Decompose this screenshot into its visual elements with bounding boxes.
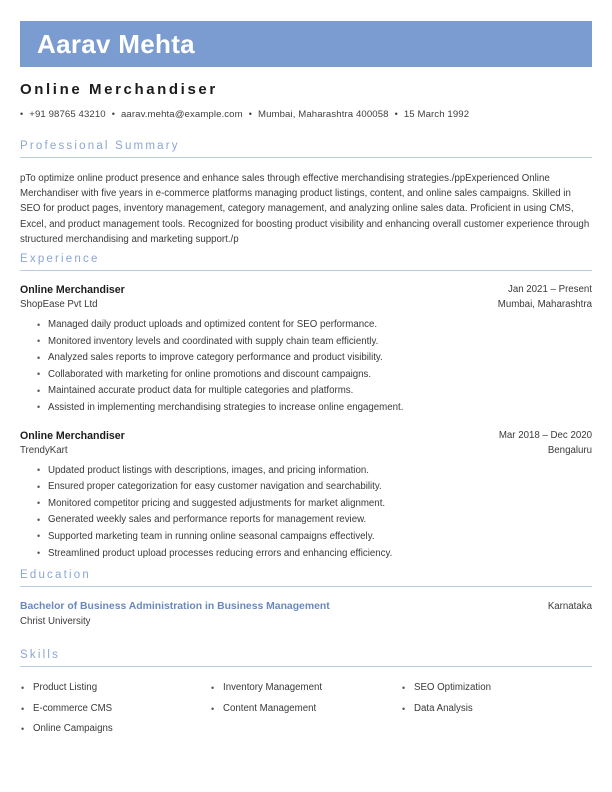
contact-email-value: aarav.mehta@example.com xyxy=(121,109,243,120)
experience-job-title: Online Merchandiser xyxy=(20,429,125,442)
contact-phone xyxy=(20,109,106,120)
skills-column-2 xyxy=(210,678,401,740)
list-item: • Content Management xyxy=(210,699,401,720)
experience-entry-header xyxy=(20,429,592,458)
list-item: • Ensured proper categorization for easy customer navigation and searchability. xyxy=(20,479,592,496)
section-skills xyxy=(20,649,592,740)
experience-bullet-list xyxy=(20,463,592,563)
list-item: • Managed daily product uploads and optimized content for SEO performance. xyxy=(20,317,592,334)
list-item: • Online Campaigns xyxy=(20,719,210,740)
contact-address-value: Mumbai, Maharashtra 400058 xyxy=(257,109,389,120)
contact-email xyxy=(112,109,243,120)
experience-date-range: Mar 2018 – Dec 2020 xyxy=(498,429,592,441)
education-school: Christ University xyxy=(20,616,91,627)
bullet-dot-icon: • xyxy=(20,109,24,120)
candidate-role: Online Merchandiser xyxy=(20,81,218,98)
section-education xyxy=(20,569,592,629)
experience-location: Bengaluru xyxy=(547,444,592,456)
list-item: • E-commerce CMS xyxy=(20,699,210,720)
bullet-dot-icon: • xyxy=(111,109,115,120)
list-item: • Maintained accurate product data for multiple categories and platforms. xyxy=(20,383,592,400)
list-item: • Collaborated with marketing for online promotions and discount campaigns. xyxy=(20,367,592,384)
list-item: • Data Analysis xyxy=(401,699,592,720)
contact-address xyxy=(249,109,389,120)
contact-birthdate-value: 15 March 1992 xyxy=(403,109,470,120)
list-item: • Streamlined product upload processes reducing errors and enhancing efficiency. xyxy=(20,546,592,563)
candidate-name: Aarav Mehta xyxy=(37,29,195,59)
skills-column-1 xyxy=(20,678,210,740)
contact-birthdate xyxy=(395,109,470,120)
contact-line xyxy=(20,109,469,120)
list-item: • Assisted in implementing merchandising strategies to increase online engagement. xyxy=(20,400,592,417)
name-banner xyxy=(20,21,592,67)
education-region: Karnataka xyxy=(547,601,592,612)
skills-column-3 xyxy=(401,678,592,740)
experience-entry-header xyxy=(20,283,592,312)
list-item: • Analyzed sales reports to improve category performance and product visibility. xyxy=(20,350,592,367)
section-experience xyxy=(20,253,592,562)
experience-company: TrendyKart xyxy=(20,444,68,456)
education-entry xyxy=(20,600,592,629)
list-item: • Generated weekly sales and performance reports for management review. xyxy=(20,512,592,529)
experience-entry-left xyxy=(20,429,485,458)
list-item: • Updated product listings with descriptions, images, and pricing information. xyxy=(20,463,592,480)
section-professional-summary xyxy=(20,140,592,247)
list-item: • Product Listing xyxy=(20,678,210,699)
section-title-summary: Professional Summary xyxy=(20,140,180,152)
section-divider xyxy=(20,586,592,587)
experience-entry-right xyxy=(484,283,592,312)
section-title-skills: Skills xyxy=(20,649,61,661)
section-divider xyxy=(20,157,592,158)
bullet-dot-icon: • xyxy=(248,109,252,120)
list-item: • Supported marketing team in running online seasonal campaigns effectively. xyxy=(20,529,592,546)
experience-date-range: Jan 2021 – Present xyxy=(507,284,592,295)
section-divider xyxy=(20,270,592,271)
experience-entry-left xyxy=(20,283,484,312)
experience-entry xyxy=(20,283,592,417)
bullet-dot-icon: • xyxy=(394,109,398,120)
section-divider xyxy=(20,666,592,667)
list-item: • SEO Optimization xyxy=(401,678,592,699)
contact-phone-value: +91 98765 43210 xyxy=(29,109,106,120)
section-title-education: Education xyxy=(20,569,91,581)
skills-grid xyxy=(20,678,592,740)
list-item: • Inventory Management xyxy=(210,678,401,699)
list-item: • Monitored competitor pricing and suggested adjustments for market alignment. xyxy=(20,496,592,513)
education-entry-left xyxy=(20,600,330,629)
education-degree: Bachelor of Business Administration in Business Management xyxy=(20,601,330,612)
list-item: • Monitored inventory levels and coordinated with supply chain team efficiently. xyxy=(20,334,592,351)
summary-text: pTo optimize online product presence and enhance sales through effective merchandising strategies./ppExperienced Online Merchandiser with five years in e-commerce platforms managing product listings, content, and online sales campaigns. Skilled in SEO for product pages, inventory management, category management, and analyzing online sales data. Proficient in using CMS, Excel, and product management tools. Recognized for boosting product visibility and enhancing overall customer experience through structured merchandising and marketing support./p xyxy=(20,173,590,245)
education-entry-header xyxy=(20,600,592,629)
experience-entry-right xyxy=(485,429,592,458)
section-title-experience: Experience xyxy=(20,253,100,265)
experience-job-title: Online Merchandiser xyxy=(20,284,125,296)
experience-bullet-list xyxy=(20,317,592,417)
experience-location: Mumbai, Maharashtra xyxy=(497,299,592,310)
experience-company: ShopEase Pvt Ltd xyxy=(20,299,98,310)
experience-entry xyxy=(20,429,592,563)
